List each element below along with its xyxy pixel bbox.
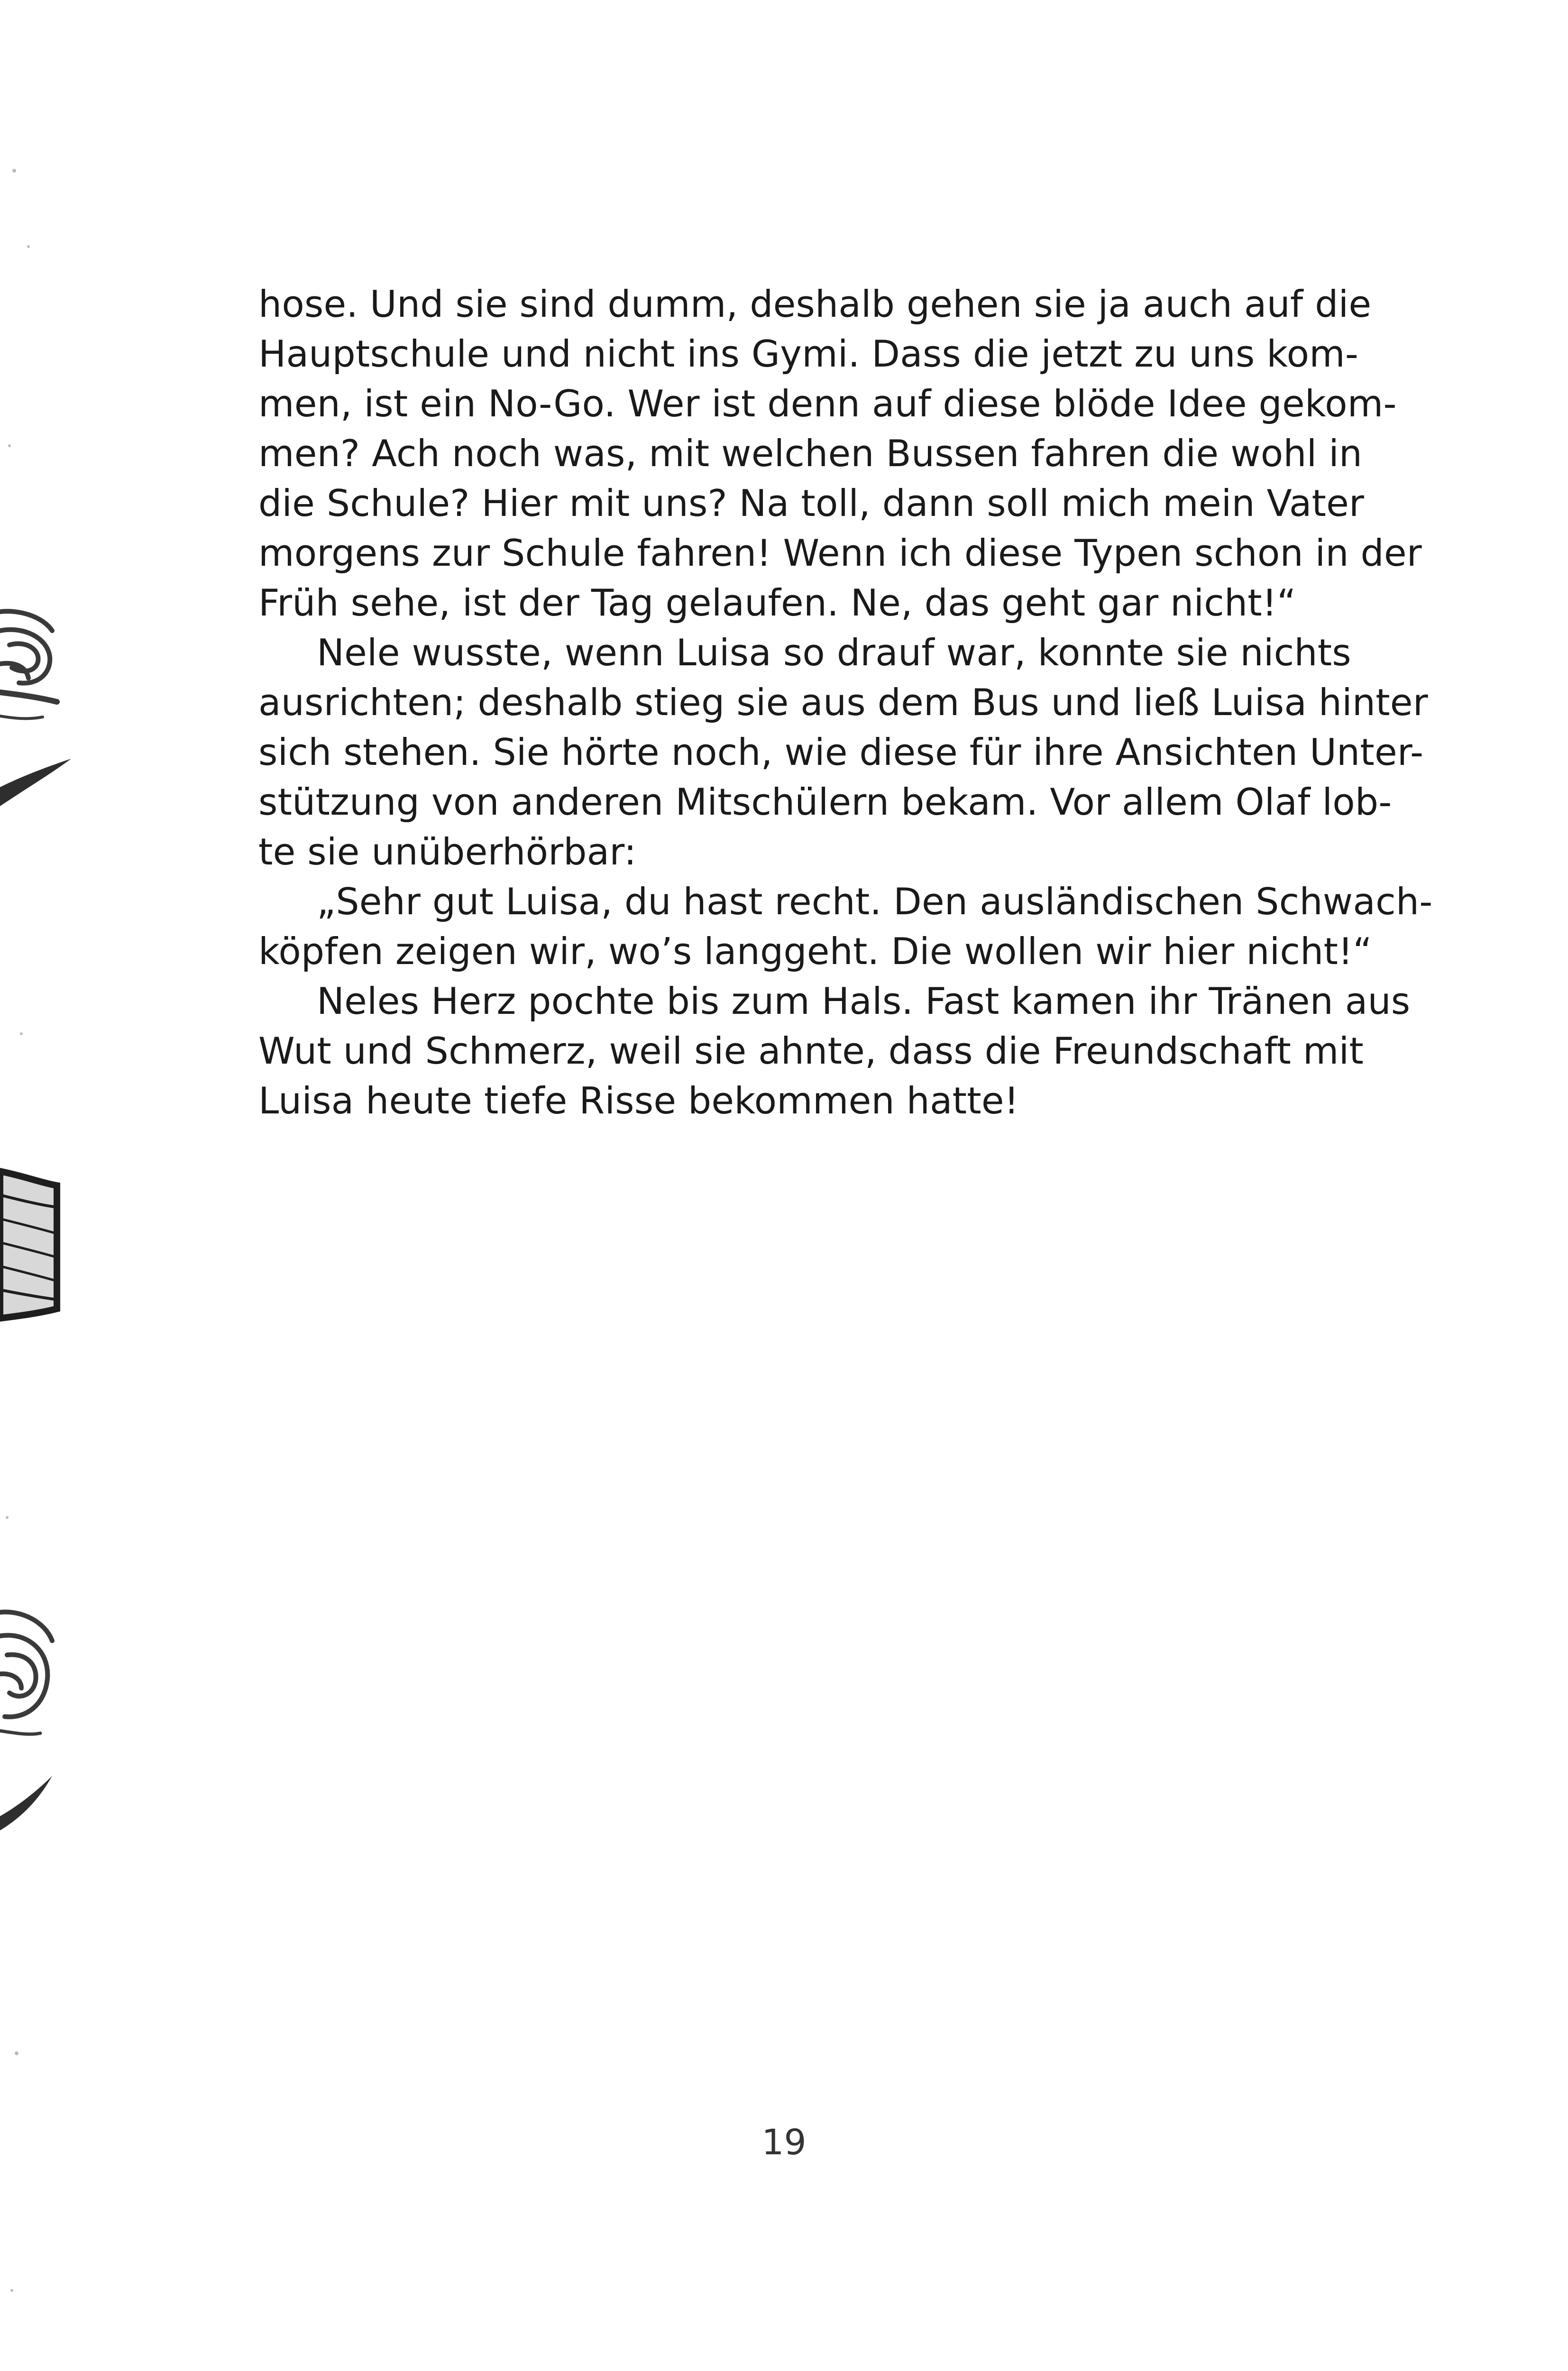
text-line: Neles Herz pochte bis zum Hals. Fast kamen ihr Tränen aus [317, 980, 1411, 1023]
text-line: men? Ach noch was, mit welchen Bussen fahren die wohl in [258, 432, 1363, 475]
text-line: hose. Und sie sind dumm, deshalb gehen sie ja auch auf die [258, 283, 1372, 326]
text-line: men, ist ein No-Go. Wer ist denn auf diese blöde Idee gekom- [258, 383, 1397, 425]
body-text [258, 280, 1433, 1126]
text-line: stützung von anderen Mitschülern bekam. Vor allem Olaf lob- [258, 781, 1392, 824]
text-line: sich stehen. Sie hörte noch, wie diese für ihre Ansichten Unter- [258, 731, 1424, 774]
text-line: Luisa heute tiefe Risse bekommen hatte! [258, 1080, 1019, 1122]
text-line: köpfen zeigen wir, wo’s langgeht. Die wollen wir hier nicht!“ [258, 930, 1372, 973]
leaf-bottom [0, 1776, 52, 1830]
rose-swirl-top [0, 611, 57, 718]
text-line: Nele wusste, wenn Luisa so drauf war, konnte sie nichts [317, 632, 1351, 674]
page-number: 19 [761, 2122, 807, 2163]
text-line: die Schule? Hier mit uns? Na toll, dann soll mich mein Vater [258, 482, 1365, 525]
text-line: Hauptschule und nicht ins Gymi. Dass die jetzt zu uns kom- [258, 333, 1359, 376]
rose-swirl-bottom [0, 1612, 52, 1734]
text-line: ausrichten; deshalb stieg sie aus dem Bus und ließ Luisa hinter [258, 681, 1428, 724]
text-line: Früh sehe, ist der Tag gelaufen. Ne, das geht gar nicht!“ [258, 582, 1296, 625]
text-line: morgens zur Schule fahren! Wenn ich diese Typen schon in der [258, 532, 1422, 575]
text-line: Wut und Schmerz, weil sie ahnte, dass die Freundschaft mit [258, 1030, 1364, 1073]
text-line: „Sehr gut Luisa, du hast recht. Den ausländischen Schwach- [317, 881, 1433, 923]
text-line: te sie unüberhörbar: [258, 831, 637, 873]
leaf-top [0, 759, 71, 806]
feather-mid [0, 1171, 57, 1318]
margin-illustration [0, 0, 95, 2371]
